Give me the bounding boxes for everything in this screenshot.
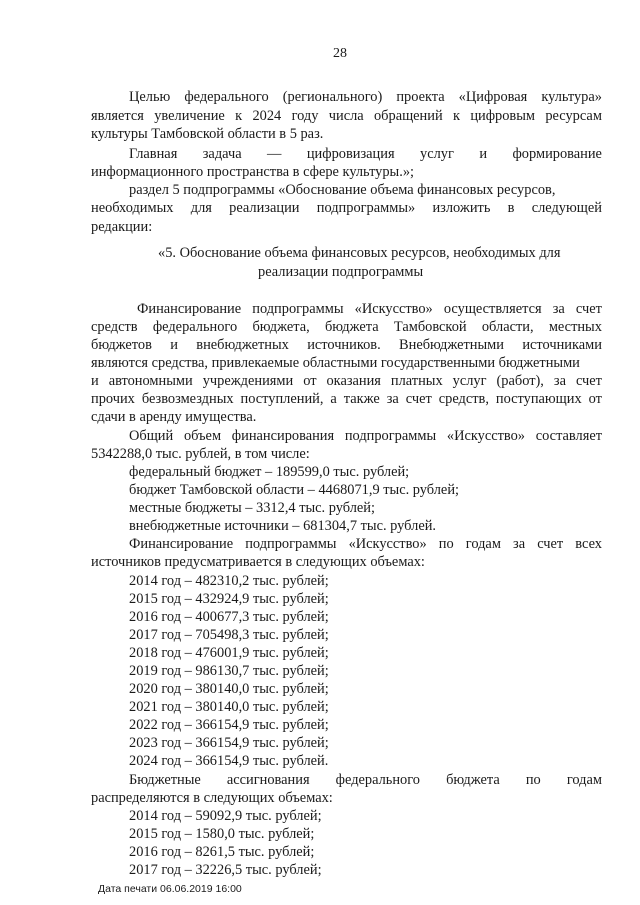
word: и: [91, 373, 99, 389]
word: к: [452, 108, 460, 124]
word: средств: [91, 319, 138, 335]
word: и: [479, 146, 488, 162]
text-line: [129, 427, 602, 445]
text-line: бюджет Тамбовской области – 4468071,9 тыс. рублей;: [129, 482, 460, 498]
word: от: [303, 373, 317, 389]
word: культура»: [541, 89, 602, 105]
word: «Искусство»: [348, 536, 427, 552]
word: средств,: [438, 391, 489, 407]
word: необходимых: [91, 200, 174, 216]
text-line: 2024 год – 366154,9 тыс. рублей.: [129, 753, 329, 769]
text-line: распределяются в следующих объемах:: [91, 790, 333, 806]
word: осуществляется: [443, 301, 542, 317]
word: «Искусство»: [354, 301, 433, 317]
text-line: 2015 год – 1580,0 тыс. рублей;: [129, 826, 315, 842]
word: обращений: [373, 108, 443, 124]
word: Тамбовской: [393, 319, 467, 335]
text-line: «5. Обоснование объема финансовых ресурсов, необходимых для: [158, 245, 561, 261]
word: «Искусство»: [446, 428, 525, 444]
word: проекта: [396, 89, 445, 105]
word: финансирования: [231, 428, 335, 444]
page-number: 28: [333, 46, 347, 61]
word: —: [267, 146, 282, 162]
word: бюджетов: [91, 337, 152, 353]
word: по: [438, 536, 454, 552]
text-line: местные бюджеты – 3312,4 тыс. рублей;: [129, 500, 375, 516]
word: бюджета,: [252, 319, 310, 335]
word: реализации: [229, 200, 300, 216]
text-line: раздел 5 подпрограммы «Обоснование объема финансовых ресурсов,: [129, 182, 556, 198]
text-line: являются средства, привлекаемые областными государственными бюджетными: [91, 355, 580, 371]
text-line: источников предусматривается в следующих объемах:: [91, 554, 425, 570]
text-line: [91, 336, 602, 354]
word: и: [170, 337, 178, 353]
word: местных: [548, 319, 602, 335]
text-line: сдачи в аренду имущества.: [91, 409, 257, 425]
word: поступающих: [495, 391, 582, 407]
word: ассигнования: [226, 772, 310, 788]
text-line: информационного пространства в сфере культуры.»;: [91, 164, 415, 180]
word: поступлений,: [240, 391, 324, 407]
word: по: [525, 772, 541, 788]
word: годам: [465, 536, 501, 552]
word: следующей: [531, 200, 602, 216]
word: федерального: [184, 89, 269, 105]
word: от: [588, 391, 602, 407]
text-line: [91, 390, 602, 408]
word: Финансирование: [129, 536, 234, 552]
word: оказания: [326, 373, 381, 389]
text-line: федеральный бюджет – 189599,0 тыс. рублей;: [129, 464, 410, 480]
word: подпрограммы: [245, 536, 337, 552]
text-line: 2021 год – 380140,0 тыс. рублей;: [129, 699, 329, 715]
word: в: [507, 200, 515, 216]
text-line: [129, 771, 602, 789]
word: счет: [537, 536, 564, 552]
word: изложить: [432, 200, 491, 216]
word: за: [513, 536, 526, 552]
word: Общий: [129, 428, 174, 444]
word: услуг: [452, 373, 487, 389]
word: источников.: [307, 337, 381, 353]
word: является: [91, 108, 144, 124]
text-line: культуры Тамбовской области в 5 раз.: [91, 126, 324, 142]
text-line: [91, 107, 602, 125]
word: для: [190, 200, 212, 216]
word: цифровизация: [306, 146, 395, 162]
word: подпрограммы»: [316, 200, 416, 216]
word: подпрограммы: [344, 428, 437, 444]
word: цифровым: [470, 108, 536, 124]
text-line: 2014 год – 59092,9 тыс. рублей;: [129, 808, 322, 824]
word: а: [330, 391, 337, 407]
text-line: 2017 год – 32226,5 тыс. рублей;: [129, 862, 322, 878]
text-line: 2016 год – 8261,5 тыс. рублей;: [129, 844, 315, 860]
word: всех: [575, 536, 602, 552]
print-date: Дата печати 06.06.2019 16:00: [98, 883, 242, 895]
text-line: 5342288,0 тыс. рублей, в том числе:: [91, 446, 310, 462]
word: годам: [566, 772, 602, 788]
word: счет: [575, 373, 602, 389]
text-line: 2020 год – 380140,0 тыс. рублей;: [129, 681, 329, 697]
word: (регионального): [282, 89, 383, 105]
word: счет: [575, 301, 602, 317]
word: счет: [405, 391, 432, 407]
text-line: [129, 535, 602, 553]
text-line: 2019 год – 986130,7 тыс. рублей;: [129, 663, 329, 679]
text-line: 2022 год – 366154,9 тыс. рублей;: [129, 717, 329, 733]
word: числа: [328, 108, 364, 124]
word: Главная: [129, 146, 178, 162]
word: услуг: [420, 146, 454, 162]
text-line: 2023 год – 366154,9 тыс. рублей;: [129, 735, 329, 751]
word: учреждениями: [202, 373, 294, 389]
text-line: 2016 год – 400677,3 тыс. рублей;: [129, 609, 329, 625]
word: бюджета: [446, 772, 500, 788]
word: федерального: [152, 319, 238, 335]
word: подпрограммы: [252, 301, 344, 317]
text-line: [129, 145, 602, 163]
text-line: [91, 199, 602, 217]
text-line: 2017 год – 705498,3 тыс. рублей;: [129, 627, 329, 643]
text-line: [91, 372, 602, 390]
text-line: внебюджетные источники – 681304,7 тыс. рублей.: [129, 518, 437, 534]
word: ресурсам: [545, 108, 602, 124]
word: за: [553, 373, 566, 389]
word: за: [386, 391, 399, 407]
word: федерального: [335, 772, 420, 788]
text-line: редакции:: [91, 219, 153, 235]
word: бюджета: [324, 319, 379, 335]
word: области,: [481, 319, 534, 335]
word: объем: [183, 428, 222, 444]
word: 2024: [252, 108, 282, 124]
word: формирование: [512, 146, 602, 162]
word: (работ),: [496, 373, 544, 389]
word: за: [552, 301, 565, 317]
word: Целью: [129, 89, 171, 105]
word: платных: [390, 373, 443, 389]
word: к: [235, 108, 243, 124]
text-line: [91, 318, 602, 336]
word: внебюджетных: [196, 337, 289, 353]
text-line: 2018 год – 476001,9 тыс. рублей;: [129, 645, 329, 661]
word: автономными: [108, 373, 193, 389]
word: составляет: [535, 428, 602, 444]
word: прочих: [91, 391, 135, 407]
word: увеличение: [154, 108, 225, 124]
text-line: [129, 88, 602, 106]
word: Финансирование: [137, 301, 242, 317]
word: Бюджетные: [129, 772, 201, 788]
word: «Цифровая: [458, 89, 528, 105]
text-line: реализации подпрограммы: [258, 264, 424, 280]
word: источниками: [522, 337, 602, 353]
text-line: [137, 300, 602, 318]
word: Внебюджетными: [399, 337, 504, 353]
word: также: [343, 391, 380, 407]
word: задача: [202, 146, 242, 162]
word: году: [291, 108, 319, 124]
text-line: 2014 год – 482310,2 тыс. рублей;: [129, 573, 329, 589]
word: безвозмездных: [141, 391, 234, 407]
text-line: 2015 год – 432924,9 тыс. рублей;: [129, 591, 329, 607]
